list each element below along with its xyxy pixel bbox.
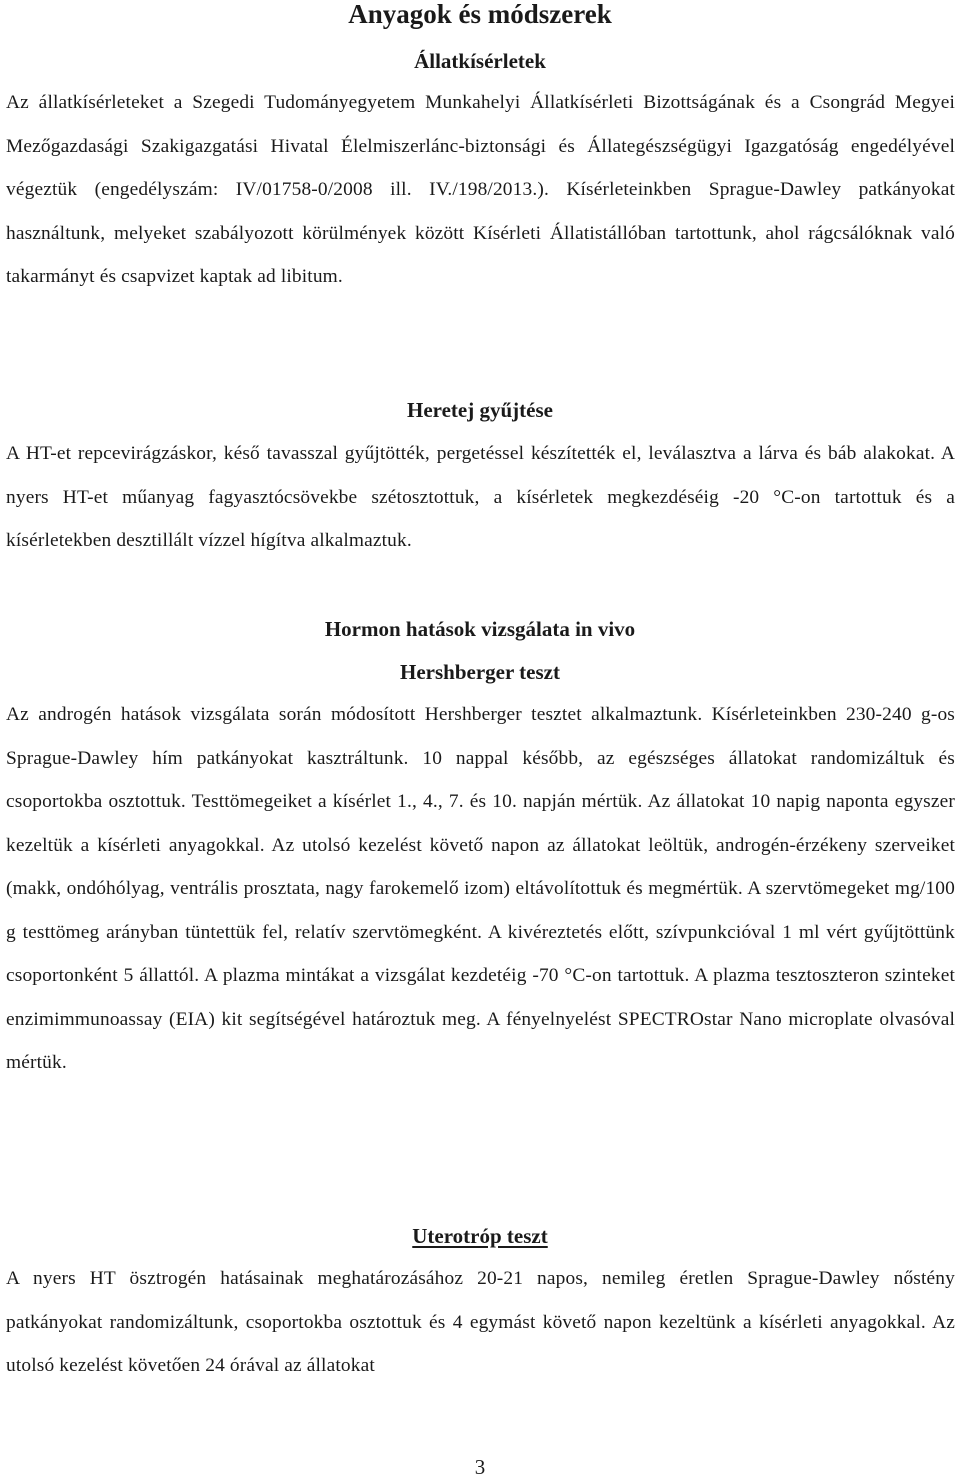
heading-allatkiserletek: Állatkísérletek [414,49,546,73]
heading-uterotrop-label: Uterotróp teszt [412,1224,548,1248]
heading-uterotrop [0,1221,960,1251]
page-title: Anyagok és módszerek [348,0,612,29]
page-number: 3 [474,1455,486,1479]
heading-heretej: Heretej gyűjtése [407,398,553,422]
paragraph-heretej: A HT-et repcevirágzáskor, késő tavasszal gyűjtötték, pergetéssel készítették el, leválasztva a lárva és báb alakokat. A nyers HT-et műanyag fagyasztócsövekbe szétosztottuk, a kísérletek megkezdéséig -20 °C-on tartottuk és a kísérletekben desztillált vízzel hígítva alkalmaztuk. [6,443,955,551]
paragraph-hershberger: Az androgén hatások vizsgálata során módosított Hershberger tesztet alkalmaztunk. Kísérleteinkben 230-240 g-os Sprague-Dawley hím patkányokat kasztráltunk. 10 nappal később, az egészséges állatokat randomizáltuk és csoportokba osztottuk. Testtömegeiket a kísérlet 1., 4., 7. és 10. napján mértük. Az állatokat 10 napig naponta egyszer kezeltük a kísérleti anyagokkal. Az utolsó kezelést követő napon az állatokat leöltük, androgén-érzékeny szerveiket (makk, ondóhólyag, ventrális prosztata, nagy farokemelő izom) eltávolítottuk és megmértük. A szervtömegeket mg/100 g testtömeg arányban tüntettük fel, relatív szervtömegként. A kivéreztetés előtt, szívpunkcióval 1 ml vért gyűjtöttünk csoportonként 5 állattól. A plazma mintákat a vizsgálat kezdetéig -70 °C-on tartottuk. A plazma tesztoszteron szinteket enzimimmunoassay (EIA) kit segítségével határoztuk meg. A fényelnyelést SPECTROstar Nano microplate olvasóval mértük. [6,704,955,1073]
heading-hormon: Hormon hatások vizsgálata in vivo [324,617,636,641]
paragraph-uterotrop: A nyers HT ösztrogén hatásainak meghatározásához 20-21 napos, nemileg éretlen Sprague-Dawley nőstény patkányokat randomizáltunk, csoportokba osztottuk és 4 egymást követő napon kezeltünk a kísérleti anyagokkal. Az utolsó kezelést követően 24 órával az állatokat [6,1268,955,1376]
heading-hershberger: Hershberger teszt [400,660,560,684]
paragraph-allatkiserletek: Az állatkísérleteket a Szegedi Tudományegyetem Munkahelyi Állatkísérleti Bizottságának és a Csongrád Megyei Mezőgazdasági Szakigazgatási Hivatal Élelmiszerlánc-biztonsági és Állategészségügyi Igazgatóság engedélyével végeztük (engedélyszám: IV/01758-0/2008 ill. IV./198/2013.). Kísérleteinkben Sprague-Dawley patkányokat használtunk, melyeket szabályozott körülmények között Kísérleti Állatistállóban tartottunk, ahol rágcsálóknak való takarmányt és csapvizet kaptak ad libitum. [6,92,955,287]
